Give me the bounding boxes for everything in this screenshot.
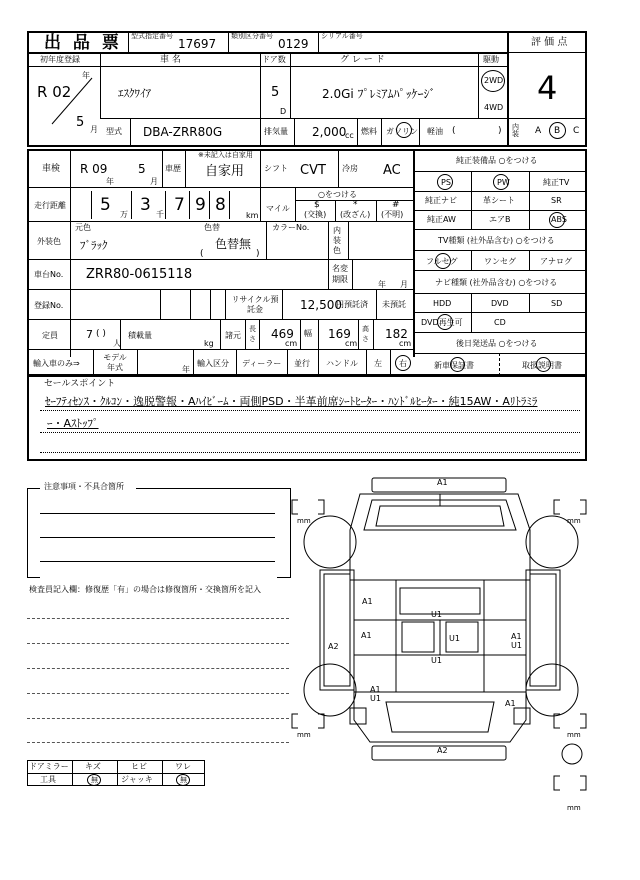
bracket-close: ): [498, 126, 502, 136]
drive-2wd: 2WD: [484, 76, 504, 85]
navi-hdd: HDD: [433, 299, 452, 308]
height-label: 高さ: [362, 325, 369, 343]
recycle-label: リサイクル預託金: [231, 295, 279, 314]
mileage-sen: 千: [156, 210, 164, 219]
ext-color-label: 外装色: [37, 237, 61, 246]
legend-break: ワレ: [175, 762, 191, 771]
equip-pw-circle: [493, 174, 509, 190]
handle-circle: [395, 355, 411, 371]
mileage-d4: 9: [195, 195, 206, 215]
recycle-unit: 円預託済: [336, 300, 368, 309]
model-year-unit: 年: [182, 365, 190, 374]
car-name-label: 車 名: [160, 55, 181, 65]
date-slash: [40, 70, 100, 130]
first-reg-era: R 02: [37, 83, 72, 101]
name-change-label: 名変期限: [332, 264, 348, 284]
tv-fullseg-circle: [435, 253, 451, 269]
legend-crack: ヒビ: [131, 762, 147, 771]
length-value: 469: [271, 327, 294, 341]
km-unit: km: [246, 211, 259, 220]
equip-leather: 革シート: [483, 196, 515, 205]
handle-label: ハンドル: [326, 359, 358, 368]
shaken-month: 5: [138, 162, 146, 176]
mark-front-bumper: A1: [437, 478, 448, 487]
mileage-d2: 3: [140, 195, 151, 215]
color-bracket-close: ): [256, 249, 260, 259]
mark-rear-right: A1: [505, 699, 516, 708]
color-num-label: 色替: [204, 223, 220, 232]
sales-label: セールスポイント: [44, 379, 116, 389]
chassis-value: ZRR80-0615118: [86, 267, 193, 282]
model-year-label: モデル年式: [103, 353, 127, 372]
recycle-status: 未預託: [382, 300, 406, 309]
legend-tool-value: 無: [91, 776, 98, 784]
displacement-label: 排気量: [264, 127, 288, 136]
first-reg-label: 初年度登録: [40, 55, 80, 64]
model-value: DBA-ZRR80G: [143, 125, 223, 139]
legend-mirror: ドアミラー: [29, 762, 69, 771]
color-no-label: カラーNo.: [272, 223, 310, 232]
tv-oneseg: ワンセグ: [484, 257, 516, 266]
dims-label: 諸元: [225, 331, 241, 340]
width-value: 169: [328, 327, 351, 341]
bracket-open: (: [452, 126, 456, 136]
mm-fl: mm: [297, 517, 311, 525]
doors-value: 5: [271, 85, 280, 100]
mileage-man: 万: [120, 210, 128, 219]
mark-rear-left-a1: A1: [370, 685, 381, 694]
orig-color-value: ﾌﾞﾗｯｸ: [80, 239, 108, 252]
mark-right-a1: A1: [511, 632, 522, 641]
fuel-diesel: 軽油: [427, 127, 443, 136]
sales-line1: ｾｰﾌﾃｨｾﾝｽ・ｸﾙｺﾝ・逸脱警報・Aﾊｲﾋﾞｰﾑ・両側PSD・半革前席ｼｰﾄﾋｰﾀｰ・ﾊﾝﾄﾞﾙﾋｰﾀｰ・純15AW・Aﾘﾄﾗﾐﾗ: [45, 395, 538, 408]
sales-line2: ｰ・Aｽﾄｯﾌﾟ: [47, 417, 99, 430]
tv-label: TV種類 (社外品含む) ○をつける: [438, 236, 555, 245]
aircon-label: 冷房: [342, 164, 358, 173]
fuel-label: 燃料: [361, 127, 377, 136]
car-diagram: [290, 470, 590, 810]
mark-roof-1: U1: [431, 610, 442, 619]
name-change-year: 年: [378, 280, 386, 289]
equip-airbag: エアB: [489, 215, 511, 224]
legend-jack-value: 無: [180, 776, 187, 784]
width-label: 幅: [304, 329, 312, 338]
equip-navi: 純正ナビ: [425, 196, 457, 205]
chassis-label: 車台No.: [34, 270, 64, 279]
legend-jack: ジャッキ: [121, 775, 153, 784]
shaken-month-unit: 月: [150, 177, 158, 186]
history-label: 車歴: [165, 164, 181, 173]
tv-analog: アナログ: [540, 257, 572, 266]
unknown-label: (不明): [381, 210, 404, 219]
mark-left-side: A2: [328, 642, 339, 651]
mark-rear-left-u1: U1: [370, 694, 381, 703]
later-label: 後日発送品 ○をつける: [456, 339, 538, 348]
history-value: 自家用: [205, 164, 245, 179]
navi-cd: CD: [494, 318, 506, 327]
shaken-year-unit: 年: [106, 177, 114, 186]
unknown-sym: #: [392, 200, 400, 210]
serial-label: シリアル番号: [321, 32, 363, 40]
capacity-label: 定員: [42, 331, 58, 340]
equip-tv: 純正TV: [543, 178, 570, 187]
mark-hood-left: A1: [362, 597, 373, 606]
equip-sr: SR: [551, 196, 562, 205]
mileage-d5: 8: [215, 195, 226, 215]
shift-value: CVT: [300, 163, 326, 178]
equip-aw: 純正AW: [427, 215, 456, 224]
score-label: 評 価 点: [531, 37, 568, 48]
doors-label: ドア数: [262, 55, 286, 64]
navi-sd: SD: [551, 299, 563, 308]
navi-dvdplay-circle: [437, 314, 453, 330]
tamper-sym: *: [353, 200, 358, 210]
tv-fullseg: フルセグ: [426, 257, 458, 266]
mm-spare: mm: [567, 804, 581, 812]
shaken-value: R 09: [80, 162, 108, 176]
interior-b: B: [554, 126, 561, 136]
category-value: 0129: [278, 37, 309, 51]
later-warranty: 新車保証書: [434, 361, 474, 370]
mileage-d3: 7: [174, 195, 185, 215]
import-label: 輸入車のみ⇒: [33, 359, 80, 368]
length-label: 長さ: [249, 325, 256, 343]
mile-label: マイル: [266, 204, 290, 213]
parallel-option: 並行: [294, 359, 310, 368]
car-name-value: ｴｽｸﾜｲｱ: [118, 87, 151, 100]
handle-left: 左: [374, 359, 382, 368]
type-spec-label: 型式指定番号: [131, 32, 173, 40]
mm-fr: mm: [567, 517, 581, 525]
mark-door-fl: A1: [361, 631, 372, 640]
fuel-circle: [396, 122, 412, 138]
mark-rear-bumper: A2: [437, 746, 448, 755]
kg-unit: kg: [204, 339, 214, 348]
mileage-label: 走行距離: [34, 201, 66, 210]
genuine-label: 純正装備品 ○をつける: [456, 156, 538, 165]
notes-label: 注意事項・不具合箇所: [44, 482, 124, 491]
grade-value: 2.0Gi ﾌﾟﾚﾐｱﾑﾊﾟｯｹｰｼﾞ: [322, 87, 436, 101]
score-value: 4: [537, 69, 558, 107]
interior-circle: [549, 122, 566, 139]
exchange-sym: $: [314, 200, 320, 210]
navi-dvd: DVD: [491, 299, 509, 308]
interior-a: A: [535, 126, 542, 136]
grade-label: グ レ ー ド: [340, 55, 385, 65]
color-bracket-open: (: [200, 249, 204, 259]
shaken-label: 車検: [42, 164, 61, 174]
displacement-value: 2,000: [312, 125, 347, 139]
cc-unit: cc: [345, 131, 354, 140]
model-label: 型式: [106, 127, 122, 136]
length-cm: cm: [285, 339, 298, 348]
mileage-d1: 5: [100, 195, 111, 215]
equip-abs-circle: [549, 212, 565, 228]
reg-no-label: 登録No.: [34, 301, 64, 310]
import-class-label: 輸入区分: [197, 359, 229, 368]
height-cm: cm: [399, 339, 412, 348]
interior-c: C: [573, 126, 580, 136]
name-change-month: 月: [400, 280, 408, 289]
history-note: ※未記入は自家用: [198, 151, 253, 159]
circle-note: ○をつける: [318, 190, 357, 199]
mm-rr: mm: [567, 731, 581, 739]
category-label: 類別区分番号: [231, 32, 273, 40]
navi-dvdplay: DVD再生可: [421, 318, 463, 327]
interior-label: 内装: [512, 123, 519, 138]
drive-circle: [481, 70, 505, 92]
month-value: 5: [76, 115, 85, 130]
handle-right: 右: [399, 359, 407, 368]
width-cm: cm: [345, 339, 358, 348]
later-manual-circle: [536, 357, 551, 372]
equip-pw: PW: [497, 178, 510, 187]
legend-tool: 工具: [40, 775, 56, 784]
shift-label: シフト: [264, 164, 288, 173]
color-num-value: 色替無: [215, 237, 252, 251]
orig-color-label: 元色: [75, 223, 91, 232]
load-label: 積載量: [128, 331, 152, 340]
form-title: 出 品 票: [44, 33, 122, 53]
fuel-gasoline: ガソリン: [386, 127, 418, 136]
capacity-value: 7: [86, 328, 93, 341]
tamper-label: (改ざん): [340, 210, 371, 219]
later-manual: 取扱説明書: [522, 361, 562, 370]
mm-rl: mm: [297, 731, 311, 739]
inspector-note: 検査員記入欄：修復歴「有」の場合は修復箇所・交換箇所を記入: [29, 585, 261, 594]
doors-d: D: [280, 107, 287, 116]
int-color-label: 内装色: [333, 226, 341, 255]
dealer-option: ディーラー: [242, 359, 282, 368]
height-value: 182: [385, 327, 408, 341]
mark-roof-2: U1: [449, 634, 460, 643]
legend-jack-circle: [176, 774, 190, 786]
later-warranty-circle: [450, 357, 465, 372]
aircon-value: AC: [383, 163, 401, 178]
equip-ps-circle: [437, 174, 453, 190]
capacity-bracket: ( ): [96, 329, 106, 339]
legend-tool-circle: [87, 774, 101, 786]
mark-roof-3: U1: [431, 656, 442, 665]
navi-label: ナビ種類 (社外品含む) ○をつける: [435, 278, 558, 287]
year-suffix: 年: [82, 71, 90, 80]
equip-abs: ABS: [551, 215, 567, 224]
person-unit: 人: [113, 339, 121, 348]
drive-4wd: 4WD: [484, 103, 504, 112]
recycle-value: 12,500: [300, 298, 342, 312]
legend-scratch: キズ: [85, 762, 101, 771]
type-spec-value: 17697: [178, 37, 217, 51]
mark-right-u1: U1: [511, 641, 522, 650]
exchange-label: (交換): [304, 210, 327, 219]
drive-label: 駆動: [483, 55, 499, 64]
month-suffix: 月: [90, 125, 98, 134]
equip-ps: PS: [441, 178, 451, 187]
